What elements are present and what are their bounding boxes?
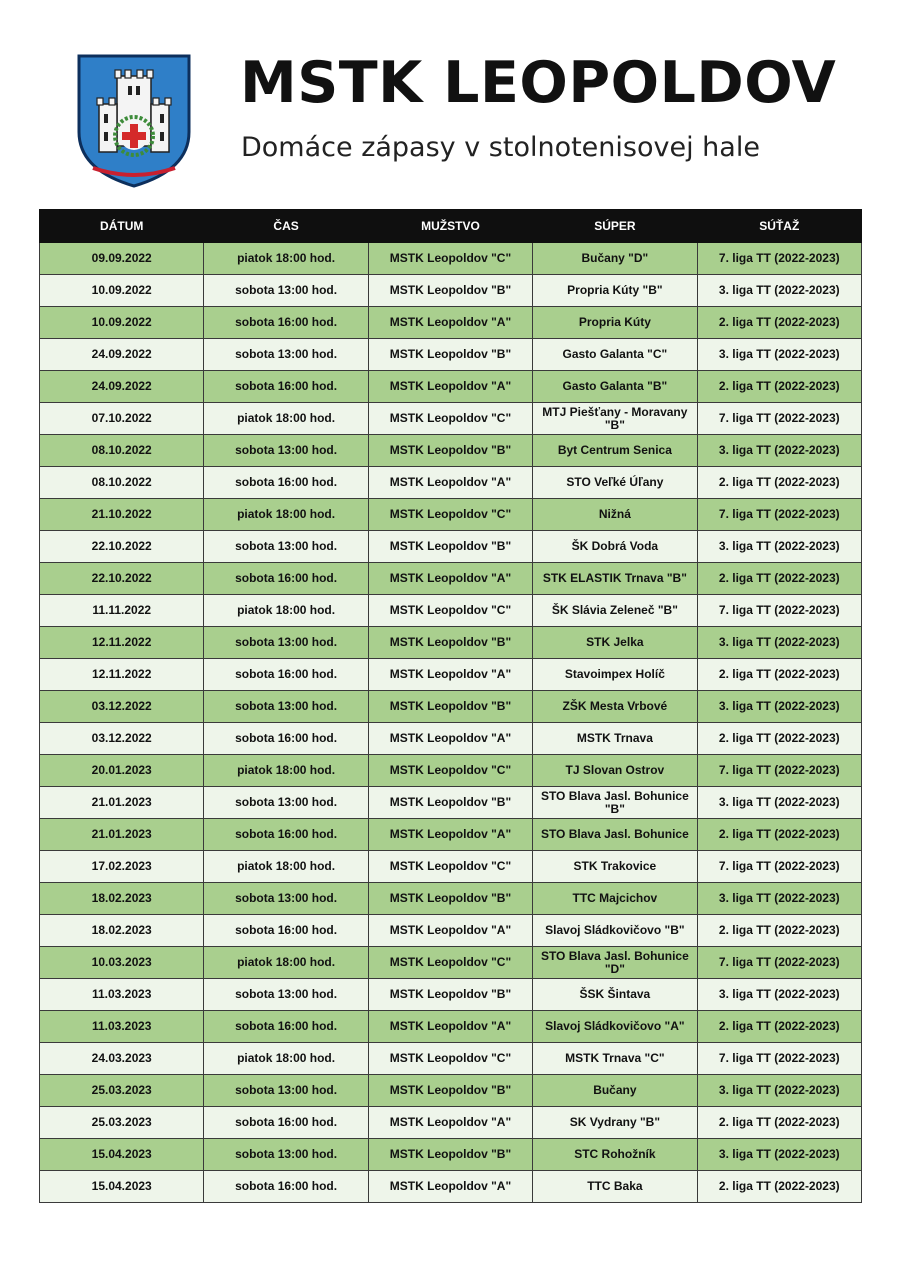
table-row bbox=[40, 627, 862, 659]
team-cell: MSTK Leopoldov "C" bbox=[368, 755, 532, 787]
table-row bbox=[40, 403, 862, 435]
date-cell: 12.11.2022 bbox=[40, 627, 204, 659]
date-cell: 08.10.2022 bbox=[40, 435, 204, 467]
time-cell: sobota 13:00 hod. bbox=[204, 883, 368, 915]
league-cell: 2. liga TT (2022-2023) bbox=[697, 659, 861, 691]
opponent-cell: Gasto Galanta "C" bbox=[533, 339, 697, 371]
league-cell: 7. liga TT (2022-2023) bbox=[697, 243, 861, 275]
time-cell: piatok 18:00 hod. bbox=[204, 851, 368, 883]
opponent-cell: STK Trakovice bbox=[533, 851, 697, 883]
town-crest-logo bbox=[75, 50, 193, 190]
date-cell: 18.02.2023 bbox=[40, 883, 204, 915]
opponent-cell: Propria Kúty "B" bbox=[533, 275, 697, 307]
opponent-cell: TJ Slovan Ostrov bbox=[533, 755, 697, 787]
table-row bbox=[40, 1107, 862, 1139]
date-cell: 22.10.2022 bbox=[40, 531, 204, 563]
team-cell: MSTK Leopoldov "A" bbox=[368, 659, 532, 691]
table-row bbox=[40, 979, 862, 1011]
league-cell: 2. liga TT (2022-2023) bbox=[697, 371, 861, 403]
league-cell: 7. liga TT (2022-2023) bbox=[697, 403, 861, 435]
league-cell: 3. liga TT (2022-2023) bbox=[697, 883, 861, 915]
league-cell: 7. liga TT (2022-2023) bbox=[697, 1043, 861, 1075]
time-cell: sobota 13:00 hod. bbox=[204, 1139, 368, 1171]
league-cell: 3. liga TT (2022-2023) bbox=[697, 531, 861, 563]
table-row bbox=[40, 1139, 862, 1171]
opponent-cell: STK Jelka bbox=[533, 627, 697, 659]
opponent-cell: Slavoj Sládkovičovo "A" bbox=[533, 1011, 697, 1043]
league-cell: 7. liga TT (2022-2023) bbox=[697, 755, 861, 787]
team-cell: MSTK Leopoldov "A" bbox=[368, 563, 532, 595]
team-cell: MSTK Leopoldov "A" bbox=[368, 915, 532, 947]
table-row bbox=[40, 467, 862, 499]
table-row bbox=[40, 883, 862, 915]
table-row bbox=[40, 947, 862, 979]
opponent-cell: Byt Centrum Senica bbox=[533, 435, 697, 467]
table-row bbox=[40, 339, 862, 371]
date-cell: 08.10.2022 bbox=[40, 467, 204, 499]
opponent-cell: Bučany bbox=[533, 1075, 697, 1107]
table-row bbox=[40, 851, 862, 883]
table-row bbox=[40, 563, 862, 595]
date-cell: 07.10.2022 bbox=[40, 403, 204, 435]
table-row bbox=[40, 371, 862, 403]
time-cell: sobota 16:00 hod. bbox=[204, 563, 368, 595]
date-cell: 11.03.2023 bbox=[40, 979, 204, 1011]
table-row bbox=[40, 435, 862, 467]
time-cell: sobota 13:00 hod. bbox=[204, 691, 368, 723]
time-cell: sobota 16:00 hod. bbox=[204, 915, 368, 947]
date-cell: 21.01.2023 bbox=[40, 819, 204, 851]
time-cell: sobota 16:00 hod. bbox=[204, 307, 368, 339]
table-row bbox=[40, 755, 862, 787]
time-cell: sobota 13:00 hod. bbox=[204, 339, 368, 371]
team-cell: MSTK Leopoldov "A" bbox=[368, 371, 532, 403]
opponent-cell: STO Blava Jasl. Bohunice "D" bbox=[533, 947, 697, 979]
time-cell: sobota 13:00 hod. bbox=[204, 275, 368, 307]
time-cell: sobota 16:00 hod. bbox=[204, 1107, 368, 1139]
column-header-opponent: SÚPER bbox=[533, 210, 697, 243]
page-subtitle: Domáce zápasy v stolnotenisovej hale bbox=[241, 132, 760, 163]
opponent-cell: Slavoj Sládkovičovo "B" bbox=[533, 915, 697, 947]
team-cell: MSTK Leopoldov "B" bbox=[368, 787, 532, 819]
time-cell: sobota 16:00 hod. bbox=[204, 1011, 368, 1043]
date-cell: 17.02.2023 bbox=[40, 851, 204, 883]
opponent-cell: ŠSK Šintava bbox=[533, 979, 697, 1011]
team-cell: MSTK Leopoldov "B" bbox=[368, 691, 532, 723]
opponent-cell: MSTK Trnava "C" bbox=[533, 1043, 697, 1075]
time-cell: piatok 18:00 hod. bbox=[204, 947, 368, 979]
table-row bbox=[40, 243, 862, 275]
date-cell: 03.12.2022 bbox=[40, 723, 204, 755]
league-cell: 2. liga TT (2022-2023) bbox=[697, 915, 861, 947]
date-cell: 22.10.2022 bbox=[40, 563, 204, 595]
time-cell: piatok 18:00 hod. bbox=[204, 595, 368, 627]
date-cell: 21.01.2023 bbox=[40, 787, 204, 819]
table-row bbox=[40, 1075, 862, 1107]
date-cell: 03.12.2022 bbox=[40, 691, 204, 723]
time-cell: sobota 16:00 hod. bbox=[204, 467, 368, 499]
column-header-date: DÁTUM bbox=[40, 210, 204, 243]
page-header bbox=[0, 0, 900, 200]
table-row bbox=[40, 723, 862, 755]
date-cell: 09.09.2022 bbox=[40, 243, 204, 275]
time-cell: piatok 18:00 hod. bbox=[204, 243, 368, 275]
table-row bbox=[40, 499, 862, 531]
time-cell: sobota 13:00 hod. bbox=[204, 435, 368, 467]
opponent-cell: Gasto Galanta "B" bbox=[533, 371, 697, 403]
team-cell: MSTK Leopoldov "A" bbox=[368, 819, 532, 851]
table-row bbox=[40, 275, 862, 307]
team-cell: MSTK Leopoldov "B" bbox=[368, 1139, 532, 1171]
league-cell: 2. liga TT (2022-2023) bbox=[697, 563, 861, 595]
date-cell: 10.09.2022 bbox=[40, 275, 204, 307]
time-cell: piatok 18:00 hod. bbox=[204, 755, 368, 787]
team-cell: MSTK Leopoldov "C" bbox=[368, 851, 532, 883]
time-cell: piatok 18:00 hod. bbox=[204, 1043, 368, 1075]
time-cell: sobota 16:00 hod. bbox=[204, 723, 368, 755]
time-cell: sobota 13:00 hod. bbox=[204, 979, 368, 1011]
team-cell: MSTK Leopoldov "A" bbox=[368, 1171, 532, 1203]
opponent-cell: ZŠK Mesta Vrbové bbox=[533, 691, 697, 723]
opponent-cell: STC Rohožník bbox=[533, 1139, 697, 1171]
opponent-cell: TTC Majcichov bbox=[533, 883, 697, 915]
table-row bbox=[40, 595, 862, 627]
date-cell: 10.03.2023 bbox=[40, 947, 204, 979]
opponent-cell: TTC Baka bbox=[533, 1171, 697, 1203]
date-cell: 15.04.2023 bbox=[40, 1171, 204, 1203]
date-cell: 10.09.2022 bbox=[40, 307, 204, 339]
team-cell: MSTK Leopoldov "B" bbox=[368, 979, 532, 1011]
opponent-cell: STO Veľké Úľany bbox=[533, 467, 697, 499]
team-cell: MSTK Leopoldov "C" bbox=[368, 403, 532, 435]
date-cell: 24.09.2022 bbox=[40, 371, 204, 403]
time-cell: sobota 13:00 hod. bbox=[204, 531, 368, 563]
team-cell: MSTK Leopoldov "B" bbox=[368, 435, 532, 467]
column-header-team: MUŽSTVO bbox=[368, 210, 532, 243]
league-cell: 2. liga TT (2022-2023) bbox=[697, 723, 861, 755]
league-cell: 3. liga TT (2022-2023) bbox=[697, 1139, 861, 1171]
table-header-row bbox=[40, 210, 862, 243]
team-cell: MSTK Leopoldov "C" bbox=[368, 243, 532, 275]
team-cell: MSTK Leopoldov "B" bbox=[368, 1075, 532, 1107]
league-cell: 3. liga TT (2022-2023) bbox=[697, 435, 861, 467]
league-cell: 3. liga TT (2022-2023) bbox=[697, 275, 861, 307]
team-cell: MSTK Leopoldov "C" bbox=[368, 595, 532, 627]
date-cell: 21.10.2022 bbox=[40, 499, 204, 531]
league-cell: 3. liga TT (2022-2023) bbox=[697, 339, 861, 371]
league-cell: 3. liga TT (2022-2023) bbox=[697, 979, 861, 1011]
league-cell: 7. liga TT (2022-2023) bbox=[697, 851, 861, 883]
team-cell: MSTK Leopoldov "B" bbox=[368, 275, 532, 307]
league-cell: 7. liga TT (2022-2023) bbox=[697, 595, 861, 627]
team-cell: MSTK Leopoldov "B" bbox=[368, 531, 532, 563]
opponent-cell: Propria Kúty bbox=[533, 307, 697, 339]
time-cell: piatok 18:00 hod. bbox=[204, 499, 368, 531]
table-row bbox=[40, 787, 862, 819]
opponent-cell: Stavoimpex Holíč bbox=[533, 659, 697, 691]
opponent-cell: MTJ Piešťany - Moravany "B" bbox=[533, 403, 697, 435]
team-cell: MSTK Leopoldov "A" bbox=[368, 1011, 532, 1043]
table-row bbox=[40, 819, 862, 851]
team-cell: MSTK Leopoldov "A" bbox=[368, 307, 532, 339]
table-row bbox=[40, 1011, 862, 1043]
date-cell: 12.11.2022 bbox=[40, 659, 204, 691]
date-cell: 24.03.2023 bbox=[40, 1043, 204, 1075]
date-cell: 18.02.2023 bbox=[40, 915, 204, 947]
team-cell: MSTK Leopoldov "B" bbox=[368, 883, 532, 915]
league-cell: 7. liga TT (2022-2023) bbox=[697, 499, 861, 531]
league-cell: 2. liga TT (2022-2023) bbox=[697, 819, 861, 851]
schedule-body bbox=[40, 243, 862, 1203]
league-cell: 3. liga TT (2022-2023) bbox=[697, 1075, 861, 1107]
date-cell: 20.01.2023 bbox=[40, 755, 204, 787]
league-cell: 2. liga TT (2022-2023) bbox=[697, 1171, 861, 1203]
team-cell: MSTK Leopoldov "C" bbox=[368, 1043, 532, 1075]
table-row bbox=[40, 915, 862, 947]
date-cell: 15.04.2023 bbox=[40, 1139, 204, 1171]
table-row bbox=[40, 659, 862, 691]
time-cell: sobota 13:00 hod. bbox=[204, 1075, 368, 1107]
date-cell: 11.03.2023 bbox=[40, 1011, 204, 1043]
table-row bbox=[40, 691, 862, 723]
table-row bbox=[40, 1043, 862, 1075]
date-cell: 25.03.2023 bbox=[40, 1107, 204, 1139]
time-cell: piatok 18:00 hod. bbox=[204, 403, 368, 435]
opponent-cell: STK ELASTIK Trnava "B" bbox=[533, 563, 697, 595]
team-cell: MSTK Leopoldov "A" bbox=[368, 467, 532, 499]
column-header-league: SÚŤAŽ bbox=[697, 210, 861, 243]
time-cell: sobota 13:00 hod. bbox=[204, 627, 368, 659]
league-cell: 2. liga TT (2022-2023) bbox=[697, 1011, 861, 1043]
time-cell: sobota 16:00 hod. bbox=[204, 819, 368, 851]
league-cell: 7. liga TT (2022-2023) bbox=[697, 947, 861, 979]
league-cell: 2. liga TT (2022-2023) bbox=[697, 307, 861, 339]
team-cell: MSTK Leopoldov "A" bbox=[368, 723, 532, 755]
column-header-time: ČAS bbox=[204, 210, 368, 243]
team-cell: MSTK Leopoldov "A" bbox=[368, 1107, 532, 1139]
time-cell: sobota 13:00 hod. bbox=[204, 787, 368, 819]
team-cell: MSTK Leopoldov "C" bbox=[368, 499, 532, 531]
time-cell: sobota 16:00 hod. bbox=[204, 659, 368, 691]
opponent-cell: ŠK Dobrá Voda bbox=[533, 531, 697, 563]
opponent-cell: Bučany "D" bbox=[533, 243, 697, 275]
date-cell: 25.03.2023 bbox=[40, 1075, 204, 1107]
league-cell: 2. liga TT (2022-2023) bbox=[697, 467, 861, 499]
date-cell: 24.09.2022 bbox=[40, 339, 204, 371]
time-cell: sobota 16:00 hod. bbox=[204, 371, 368, 403]
league-cell: 3. liga TT (2022-2023) bbox=[697, 787, 861, 819]
opponent-cell: MSTK Trnava bbox=[533, 723, 697, 755]
league-cell: 3. liga TT (2022-2023) bbox=[697, 627, 861, 659]
schedule-table bbox=[39, 209, 862, 1203]
page-title: MSTK LEOPOLDOV bbox=[240, 50, 837, 116]
league-cell: 3. liga TT (2022-2023) bbox=[697, 691, 861, 723]
team-cell: MSTK Leopoldov "B" bbox=[368, 339, 532, 371]
opponent-cell: STO Blava Jasl. Bohunice bbox=[533, 819, 697, 851]
time-cell: sobota 16:00 hod. bbox=[204, 1171, 368, 1203]
team-cell: MSTK Leopoldov "C" bbox=[368, 947, 532, 979]
opponent-cell: ŠK Slávia Zeleneč "B" bbox=[533, 595, 697, 627]
table-row bbox=[40, 531, 862, 563]
opponent-cell: STO Blava Jasl. Bohunice "B" bbox=[533, 787, 697, 819]
opponent-cell: Nižná bbox=[533, 499, 697, 531]
team-cell: MSTK Leopoldov "B" bbox=[368, 627, 532, 659]
league-cell: 2. liga TT (2022-2023) bbox=[697, 1107, 861, 1139]
table-row bbox=[40, 307, 862, 339]
opponent-cell: SK Vydrany "B" bbox=[533, 1107, 697, 1139]
date-cell: 11.11.2022 bbox=[40, 595, 204, 627]
table-row bbox=[40, 1171, 862, 1203]
